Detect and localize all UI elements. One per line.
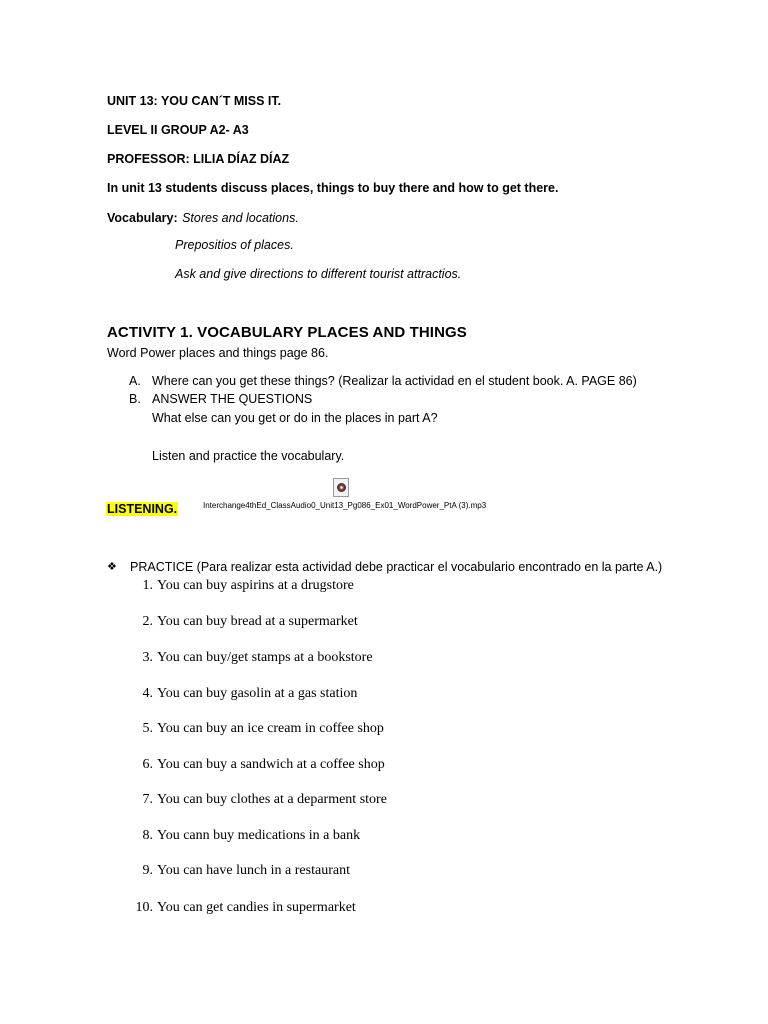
list-item-text: You can buy clothes at a deparment store [157, 792, 387, 807]
audio-file-icon[interactable] [333, 478, 349, 497]
activity-title: ACTIVITY 1. VOCABULARY PLACES AND THINGS [107, 324, 467, 341]
vocabulary-item-3: Ask and give directions to different tourist attractios. [175, 267, 462, 281]
list-item-text: You can have lunch in a restaurant [157, 863, 350, 878]
list-item-number: 8. [142, 828, 153, 843]
professor-line: PROFESSOR: LILIA DÍAZ DÍAZ [107, 152, 290, 166]
list-item-text: You can get candies in supermarket [157, 900, 356, 915]
step-b-text: ANSWER THE QUESTIONS [152, 392, 313, 406]
step-b-marker: B. [129, 392, 141, 406]
list-item-text: You cann buy medications in a bank [157, 828, 361, 843]
list-item-text: You can buy gasolin at a gas station [157, 686, 358, 701]
list-item-number: 3. [142, 650, 153, 665]
step-a-marker: A. [129, 374, 141, 388]
audio-disc-icon [337, 483, 346, 492]
vocabulary-line [107, 209, 299, 227]
listen-text: Listen and practice the vocabulary. [152, 449, 345, 463]
list-item-number: 2. [142, 614, 153, 629]
vocabulary-label: Vocabulary: [107, 211, 178, 225]
listening-label: LISTENING. [107, 502, 178, 516]
list-item-text: You can buy an ice cream in coffee shop [157, 721, 384, 736]
list-item-number: 4. [142, 686, 153, 701]
list-item-text: You can buy a sandwich at a coffee shop [157, 757, 385, 772]
step-a-text: Where can you get these things? (Realizar la actividad en el student book. A. PAGE 86) [152, 374, 637, 388]
question-text: What else can you get or do in the places in part A? [152, 411, 438, 425]
list-item-number: 5. [142, 721, 153, 736]
unit-title: UNIT 13: YOU CAN´T MISS IT. [107, 94, 282, 108]
list-item-number: 6. [142, 757, 153, 772]
list-item-number: 7. [142, 792, 153, 807]
activity-subtitle: Word Power places and things page 86. [107, 346, 329, 360]
list-item-text: You can buy/get stamps at a bookstore [157, 650, 373, 665]
intro-text: In unit 13 students discuss places, things to buy there and how to get there. [107, 181, 559, 195]
vocabulary-item-2: Prepositios of places. [175, 238, 294, 252]
practice-heading: PRACTICE (Para realizar esta actividad debe practicar el vocabulario encontrado en la parte A.) [130, 560, 663, 574]
list-item-text: You can buy aspirins at a drugstore [157, 578, 354, 593]
list-item-number: 9. [142, 863, 153, 878]
practice-bullet-icon: ❖ [107, 561, 117, 573]
level-line: LEVEL II GROUP A2- A3 [107, 123, 249, 137]
audio-filename[interactable]: Interchange4thEd_ClassAudio0_Unit13_Pg086_Ex01_WordPower_PtA (3).mp3 [203, 501, 487, 510]
list-item-number: 1. [142, 578, 153, 593]
list-item-number: 10. [135, 900, 153, 915]
vocabulary-item-1: Stores and locations. [182, 211, 299, 225]
list-item-text: You can buy bread at a supermarket [157, 614, 358, 629]
